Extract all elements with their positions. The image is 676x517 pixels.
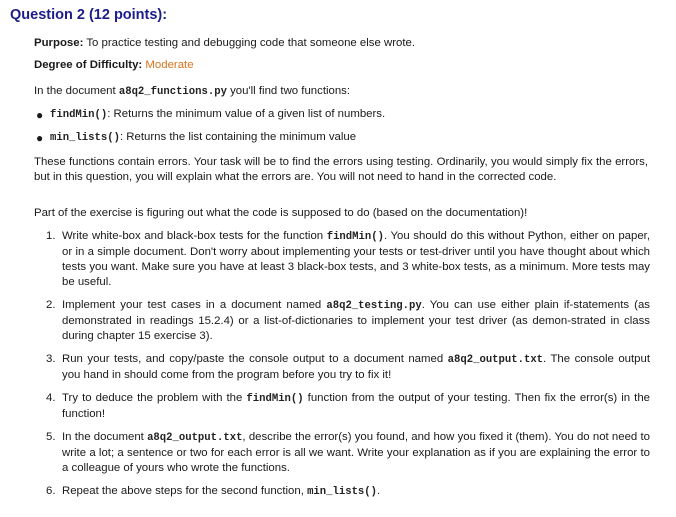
step-item: [46, 391, 651, 422]
difficulty-label: Degree of Difficulty:: [34, 59, 143, 71]
filename-functions: a8q2_functions.py: [118, 86, 227, 98]
paragraph-figuring: Part of the exercise is figuring out what the code is supposed to do (based on the documentation)!: [34, 207, 528, 219]
step-text: .: [377, 485, 381, 497]
paragraph-errors: These functions contain errors. Your task will be to find the errors using testing. Ordinarily, you would simply fix the errors, but in this question, you will explain what the errors are. You will not need to hand in the corrected code.: [34, 156, 648, 183]
intro-after: you'll find two functions:: [226, 85, 351, 97]
question-title: Question 2 (12 points):: [10, 7, 168, 23]
step-text: Repeat the above steps for the second function,: [62, 485, 308, 497]
function-list-item: [36, 108, 386, 122]
purpose-text: To practice testing and debugging code that someone else wrote.: [86, 37, 415, 49]
step-text: Write white-box and black-box tests for the function: [62, 230, 327, 242]
intro-before: In the document: [34, 85, 119, 97]
step-number: 6.: [46, 485, 56, 497]
function-desc: : Returns the minimum value of a given list of numbers.: [107, 108, 386, 120]
step-item: [46, 352, 651, 383]
step-number: 2.: [46, 299, 56, 311]
step-code: a8q2_output.txt: [147, 432, 243, 444]
step-number: 3.: [46, 353, 56, 365]
step-number: 4.: [46, 392, 56, 404]
step-code: findMin(): [246, 393, 304, 405]
purpose-line: [34, 36, 648, 51]
step-text: Try to deduce the problem with the: [62, 392, 247, 404]
bullet-icon: ●: [36, 108, 44, 122]
function-desc: : Returns the list containing the minimum value: [119, 131, 357, 143]
difficulty-line: [34, 58, 648, 73]
step-item: [46, 484, 650, 500]
step-text: . The console output you hand in should come from the program before you try to fix it!: [62, 353, 651, 381]
step-number: 1.: [46, 230, 56, 242]
step-text: function from the output of your testing. Then fix the error(s) in the function!: [62, 392, 651, 420]
step-number: 5.: [46, 431, 56, 443]
bullet-icon: ●: [36, 131, 44, 145]
step-item: [46, 298, 650, 344]
difficulty-value: Moderate: [145, 59, 194, 71]
step-code: a8q2_testing.py: [326, 300, 422, 312]
function-list-item: [36, 131, 357, 145]
intro-line: [34, 84, 648, 100]
function-code: findMin(): [50, 109, 108, 121]
step-code: findMin(): [326, 231, 384, 243]
step-text: In the document: [62, 431, 148, 443]
step-text: . You should do this without Python, either on paper, or in a simple document. Don't worry about implementing your tests or test-driver until you have thought about which tests you want. Make sure you have at least 3 black-box tests, and 3 white-box tests, as a minimum. More tests may be useful.: [62, 230, 650, 288]
step-text: Run your tests, and copy/paste the console output to a document named: [62, 353, 448, 365]
step-item: [46, 430, 650, 476]
step-text: . You can use either plain if-statements (as demonstrated in readings 15.2.4) or a list-of-dictionaries to implement your test driver (as demon-strated in class during chapter 15 exercise 3).: [62, 299, 650, 342]
step-code: a8q2_output.txt: [447, 354, 544, 366]
step-code: min_lists(): [307, 486, 377, 498]
step-text: Implement your test cases in a document named: [62, 299, 327, 311]
step-text: , describe the error(s) you found, and how you fixed it (them). You do not need to write a lot; a sentence or two for each error is all we want. Write your explanation as if you are explaining the error to a colleague of yours who wrote the functions.: [62, 431, 650, 474]
purpose-label: Purpose:: [34, 37, 84, 49]
function-code: min_lists(): [50, 132, 120, 144]
step-item: [46, 229, 650, 290]
